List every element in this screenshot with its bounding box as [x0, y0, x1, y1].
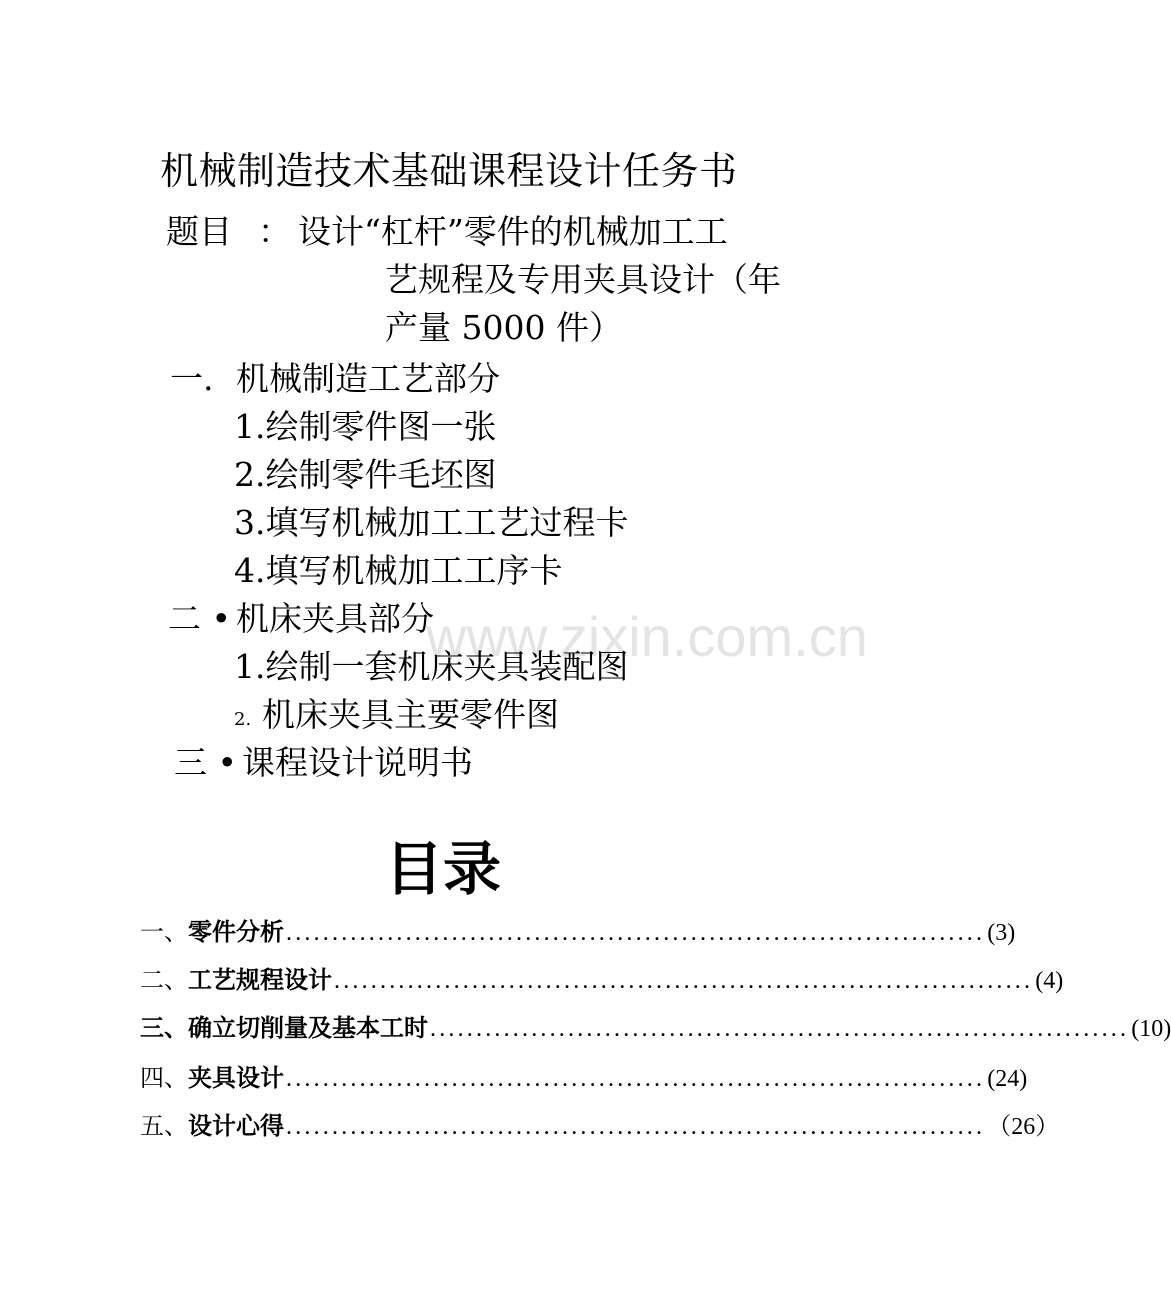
toc-entry[interactable]: [140, 1011, 1171, 1045]
toc-entry-label: 确立切削量及基本工时: [188, 1014, 428, 1042]
section-3-title: 课程设计说明书: [242, 743, 473, 782]
section-1-number: 一.: [170, 359, 214, 398]
toc-entry[interactable]: [140, 915, 1016, 949]
section-2-number: 二 •: [168, 599, 231, 638]
toc-entry-number: 四、: [140, 1064, 188, 1092]
toc-entry-number: 五、: [140, 1112, 188, 1140]
toc-entry-page: (10): [1131, 1016, 1171, 1042]
toc-leader-dots: ............................................................................: [334, 968, 1034, 994]
part2-item-2: 机床夹具主要零件图: [262, 695, 559, 734]
section-2-title: 机床夹具部分: [236, 599, 434, 638]
toc-entry-page: (24): [987, 1066, 1028, 1092]
toc-entry-label: 夹具设计: [188, 1064, 284, 1092]
subject-label: 题目: [166, 212, 232, 251]
part1-item-2: 2.绘制零件毛坯图: [234, 455, 497, 494]
toc-leader-dots: ............................................................................: [286, 920, 986, 946]
toc-entry-page: （26）: [987, 1114, 1060, 1140]
toc-heading: 目录: [384, 835, 501, 903]
toc-entry-number: 一、: [140, 918, 188, 946]
subject-text-line-1: 设计“杠杆”零件的机械加工工: [298, 212, 728, 251]
part1-item-1: 1.绘制零件图一张: [234, 407, 497, 446]
toc-entry[interactable]: [140, 963, 1064, 997]
part2-item-2-number: 2.: [234, 709, 252, 730]
toc-entry-label: 设计心得: [188, 1112, 284, 1140]
part2-item-1: 1.绘制一套机床夹具装配图: [234, 647, 629, 686]
toc-entry[interactable]: [140, 1109, 1060, 1143]
part1-item-4: 4.填写机械加工工序卡: [234, 551, 563, 590]
subject-text-line-3: 产量 5000 件）: [385, 308, 622, 347]
section-3-number: 三 •: [174, 743, 237, 782]
toc-entry-page: (4): [1035, 968, 1064, 994]
toc-entry-label: 零件分析: [188, 918, 284, 946]
watermark: www.zixin.com.cn: [426, 605, 868, 668]
subject-colon: ：: [258, 212, 291, 251]
document-title: 机械制造技术基础课程设计任务书: [160, 149, 738, 193]
section-1-title: 机械制造工艺部分: [236, 359, 500, 398]
toc-entry-number: 二、: [140, 966, 188, 994]
toc-entry-number: 三、: [140, 1014, 188, 1042]
toc-entry-label: 工艺规程设计: [188, 966, 332, 994]
part1-item-3: 3.填写机械加工工艺过程卡: [234, 503, 629, 542]
toc-leader-dots: ............................................................................: [430, 1016, 1130, 1042]
subject-text-line-2: 艺规程及专用夹具设计（年: [385, 260, 781, 299]
toc-leader-dots: ............................................................................: [286, 1114, 986, 1140]
toc-leader-dots: ............................................................................: [286, 1066, 986, 1092]
toc-entry-page: (3): [987, 920, 1016, 946]
toc-entry[interactable]: [140, 1061, 1028, 1095]
